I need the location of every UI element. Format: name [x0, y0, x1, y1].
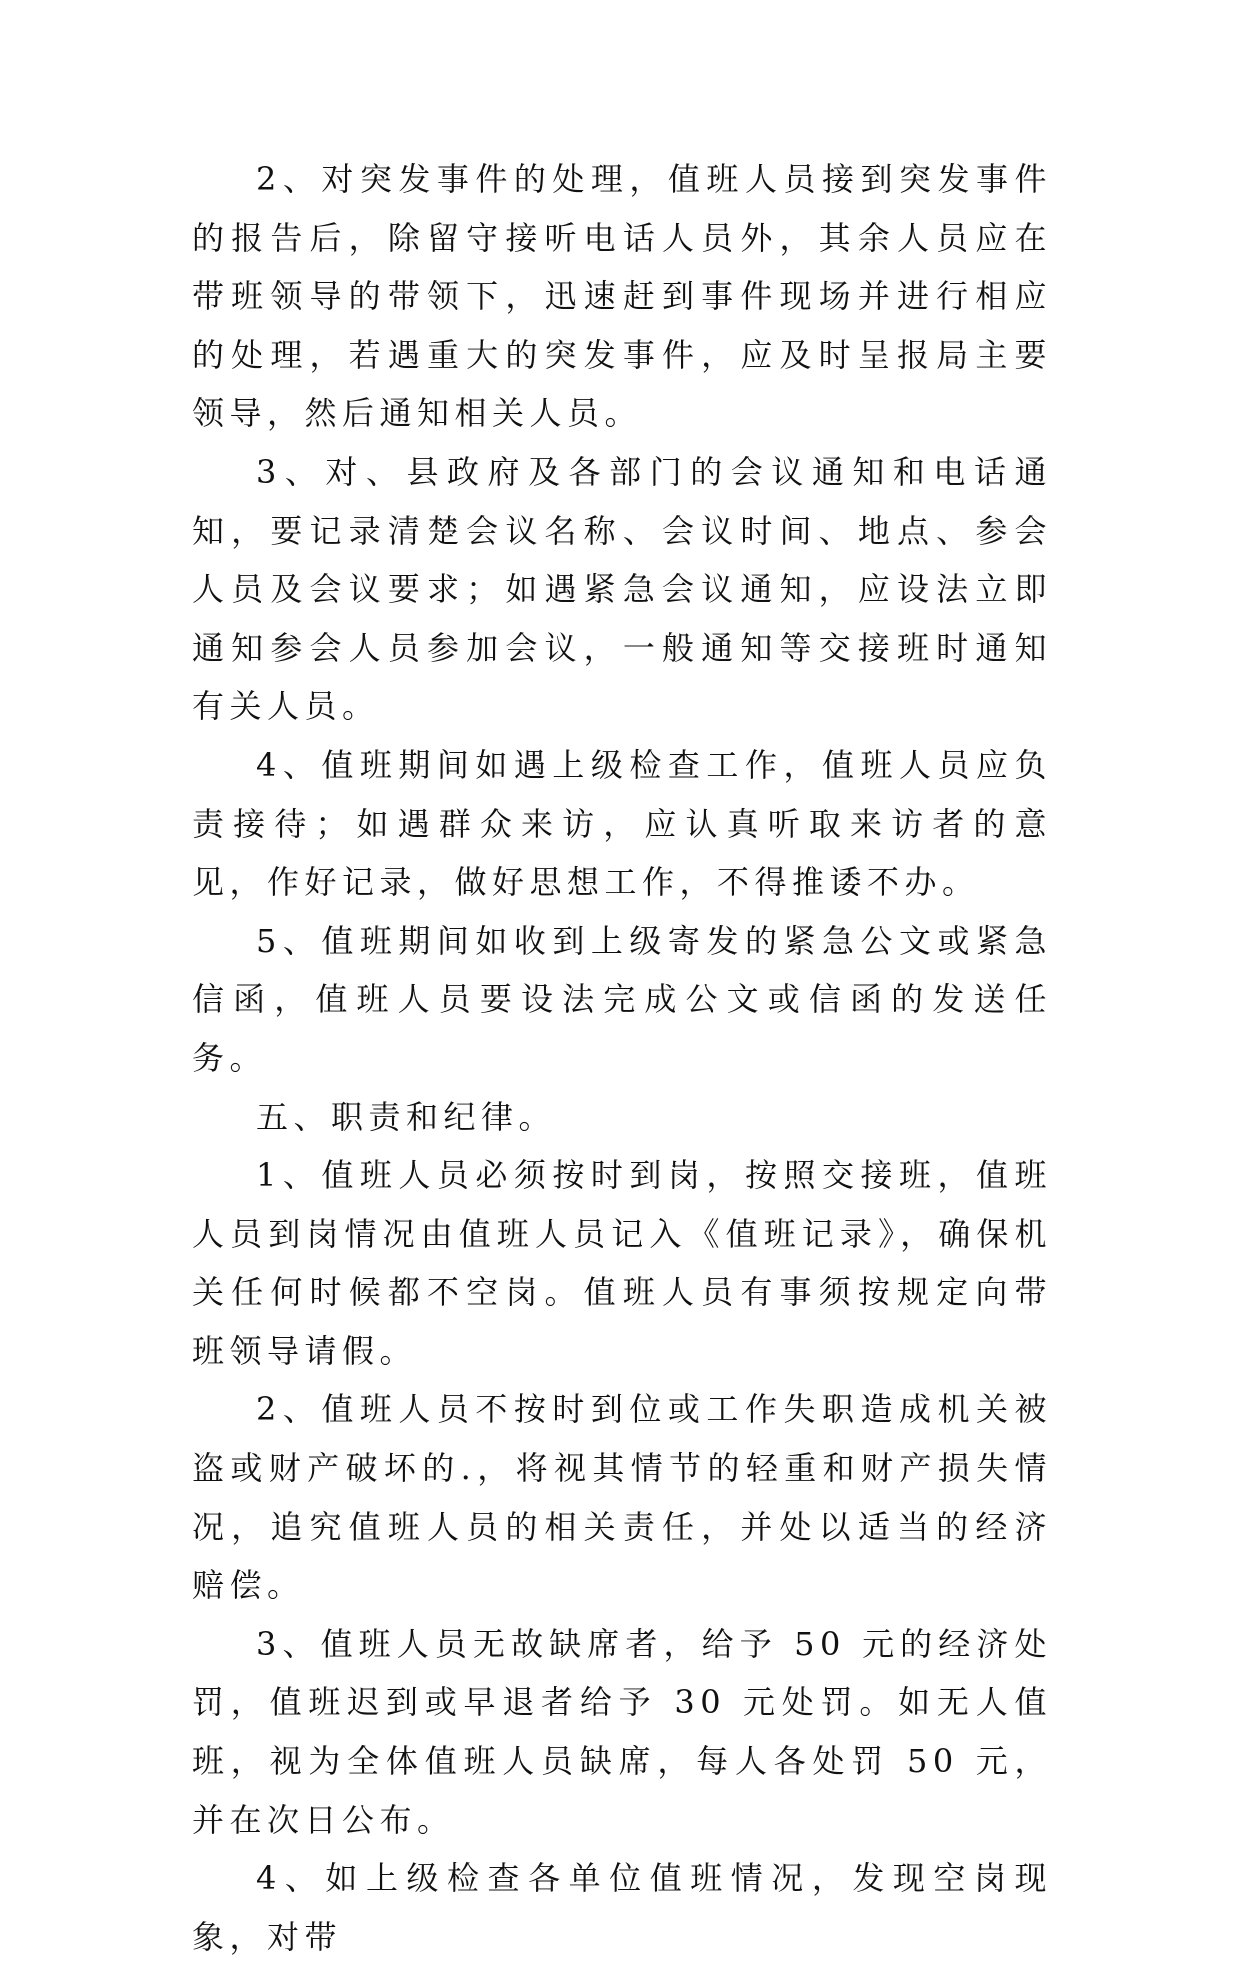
- paragraph-punctual-attendance: 1、值班人员必须按时到岗，按照交接班，值班人员到岗情况由值班人员记入《值班记录》，确保机关任何时候都不空岗。值班人员有事须按规定向带班领导请假。: [192, 1156, 1052, 1370]
- paragraph-meeting-notices: 3、对、县政府及各部门的会议通知和电话通知，要记录清楚会议名称、会议时间、地点、参会人员及会议要求；如遇紧急会议通知，应设法立即通知参会人员参加会议，一般通知等交接班时通知有关人员。: [192, 452, 1052, 726]
- section-heading-duties: 五、职责和纪律。: [256, 1097, 557, 1136]
- paragraph-inspection-visits: 4、值班期间如遇上级检查工作，值班人员应负责接待；如遇群众来访，应认真听取来访者的意见，作好记录，做好思想工作，不得推诿不办。: [192, 745, 1052, 902]
- paragraph-superior-inspection: 4、如上级检查各单位值班情况，发现空岗现象，对带: [192, 1859, 1052, 1956]
- paragraph-emergency-handling: 2、对突发事件的处理，值班人员接到突发事件的报告后，除留守接听电话人员外，其余人员应在带班领导的带领下，迅速赶到事件现场并进行相应的处理，若遇重大的突发事件，应及时呈报局主要领导，然后通知相关人员。: [192, 160, 1052, 433]
- paragraph-negligence-liability: 2、值班人员不按时到位或工作失职造成机关被盗或财产破坏的.，将视其情节的轻重和财产损失情况，追究值班人员的相关责任，并处以适当的经济赔偿。: [192, 1390, 1052, 1605]
- document-body: [192, 150, 1052, 1966]
- paragraph-urgent-documents: 5、值班期间如收到上级寄发的紧急公文或紧急信函，值班人员要设法完成公文或信函的发送任务。: [192, 921, 1052, 1077]
- paragraph-absence-penalty: 3、值班人员无故缺席者，给予 50 元的经济处罚，值班迟到或早退者给予 30 元处罚。如无人值班，视为全体值班人员缺席，每人各处罚 50 元，并在次日公布。: [192, 1624, 1052, 1839]
